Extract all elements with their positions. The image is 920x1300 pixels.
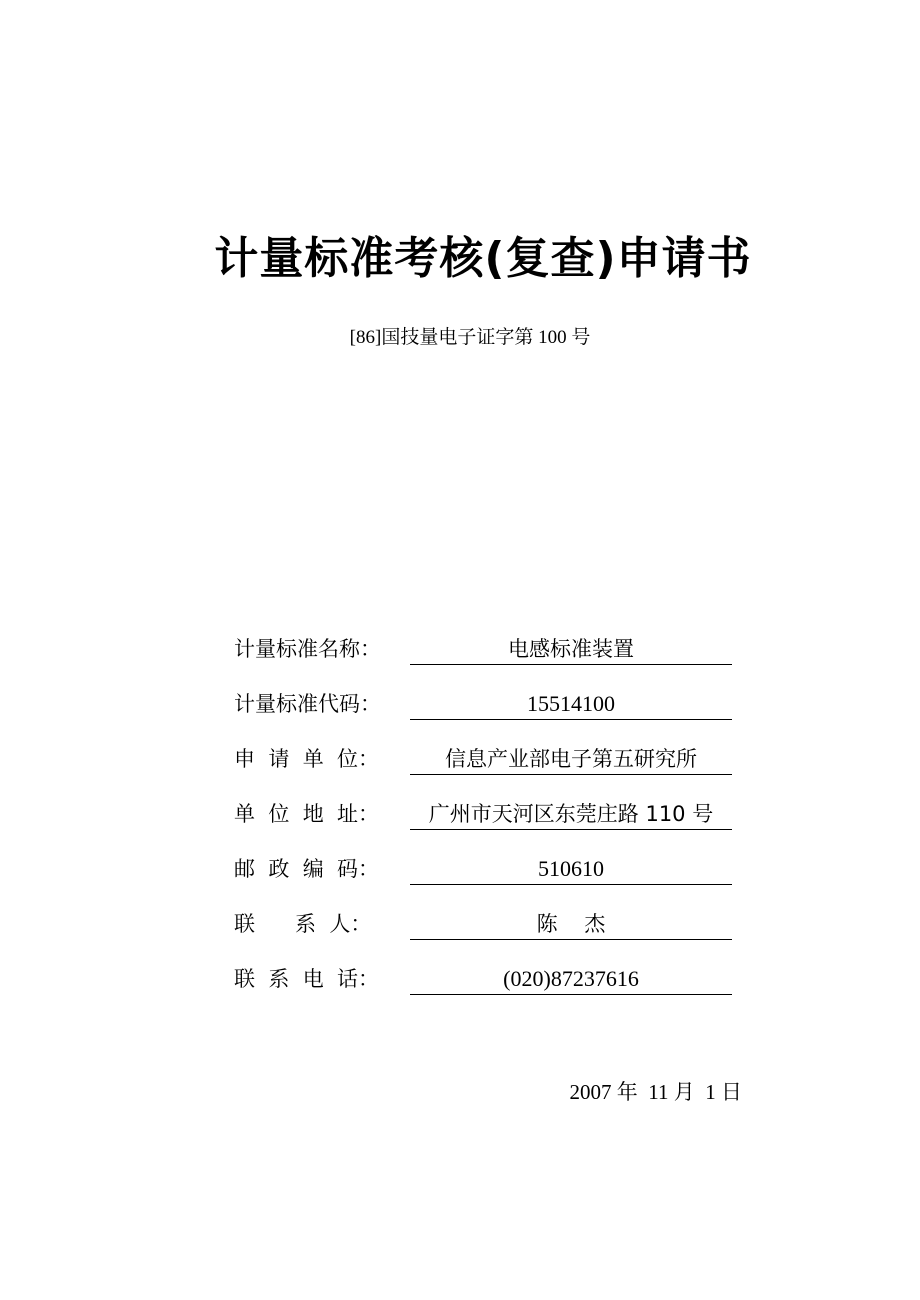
field-value: 510610 [410,854,732,885]
field-applicant-unit [234,744,734,776]
field-value: 电感标准装置 [410,634,732,665]
field-standard-code [234,689,734,721]
field-postal-code [234,854,734,886]
field-value: 陈 杰 [410,909,732,940]
field-label: 联 系 人： [234,912,372,936]
field-value: 广州市天河区东莞庄路 110 号 [410,799,732,830]
document-date: 2007 年 11 月 1 日 [569,1080,742,1104]
document-title: 计量标准考核(复查)申请书 [214,233,752,284]
field-label: 单 位 地 址： [234,802,380,826]
document-number: [86]国技量电子证字第 100 号 [349,327,591,348]
field-unit-address [234,799,734,831]
field-label: 邮 政 编 码： [234,857,380,881]
field-value: 信息产业部电子第五研究所 [410,744,732,775]
field-label: 计量标准名称： [234,637,381,661]
field-value: 15514100 [410,689,732,720]
field-contact-phone [234,964,734,996]
field-contact-person [234,909,734,941]
field-standard-name [234,634,734,666]
field-label: 联 系 电 话： [234,967,380,991]
field-value: (020)87237616 [410,964,732,995]
field-label: 申 请 单 位： [234,747,380,771]
field-label: 计量标准代码： [234,692,381,716]
